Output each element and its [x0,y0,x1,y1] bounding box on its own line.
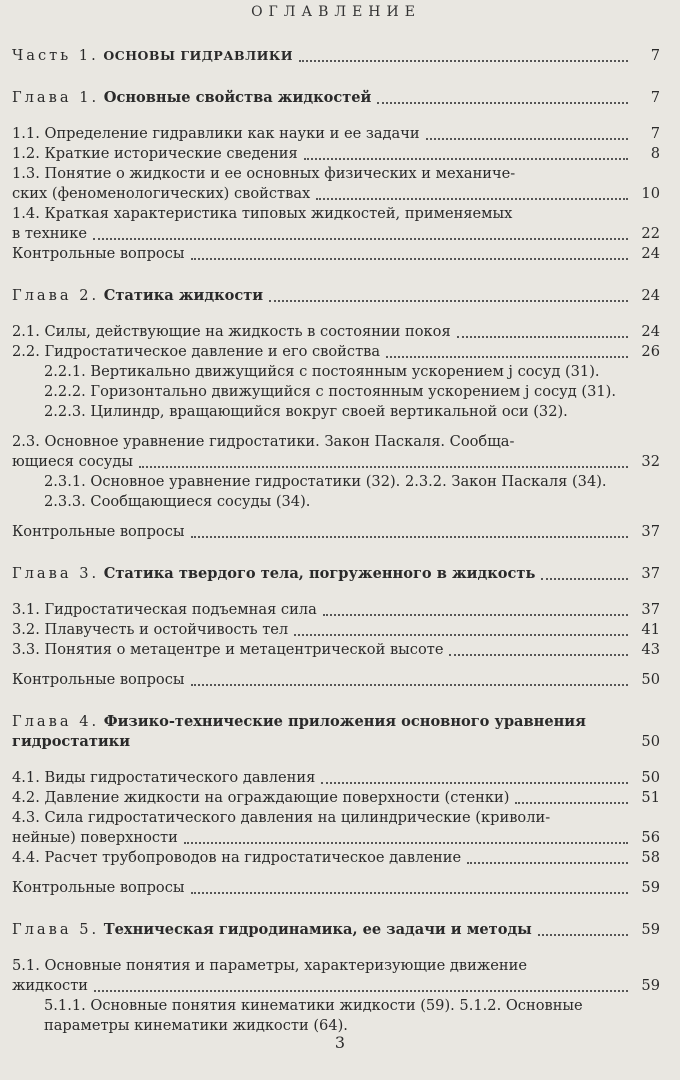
page-ref: 59 [641,879,660,896]
leader-dots [386,355,628,358]
leader-dots [515,801,628,804]
chapter-title-cont: гидростатики [12,733,131,750]
leader-dots [323,613,628,616]
toc-section-4-4[interactable]: 4.4. Расчет трубопроводов на гидростатическое давление 58 [12,849,660,866]
leader-dots [377,101,628,104]
toc-heading: ОГЛАВЛЕНИЕ [251,4,421,20]
chapter-label: Глава 4. [12,713,100,730]
page-ref: 7 [650,47,660,64]
page-ref: 50 [641,733,660,750]
leader-dots [299,59,628,62]
toc-section-1-1[interactable]: 1.1. Определение гидравлики как науки и ее задачи 7 [12,125,660,142]
toc-section-1-3[interactable] [12,164,660,204]
chapter-label: Глава 3. [12,565,100,582]
leader-dots [457,335,628,338]
leader-dots [321,781,628,784]
leader-dots [467,861,628,864]
toc-questions-3[interactable]: Контрольные вопросы 50 [12,671,660,688]
toc-questions-4[interactable]: Контрольные вопросы 59 [12,879,660,896]
chapter-title: Техническая гидродинамика, ее задачи и методы [103,921,532,938]
leader-dots [538,933,628,936]
page-ref: 7 [650,125,660,142]
page-ref: 59 [641,921,660,938]
entry-line: жидкости [12,977,89,994]
page-ref: 37 [641,601,660,618]
toc-chapter-1[interactable] [12,88,660,108]
leader-dots [191,891,629,894]
leader-dots [541,577,628,580]
leader-dots [94,989,628,992]
page-ref: 37 [641,565,660,582]
toc-chapter-3[interactable] [12,564,660,584]
toc-section-2-1[interactable]: 2.1. Силы, действующие на жидкость в состоянии покоя 24 [12,323,660,340]
leader-dots [269,299,628,302]
page-ref: 51 [641,789,660,806]
page-ref: 26 [641,343,660,360]
toc-section-4-3[interactable] [12,808,660,848]
toc-chapter-2[interactable] [12,286,660,306]
leader-dots [294,633,628,636]
toc-questions-2[interactable]: Контрольные вопросы 37 [12,523,660,540]
leader-dots [191,257,629,260]
toc-section-3-3[interactable]: 3.3. Понятия о метацентре и метацентрической высоте 43 [12,641,660,658]
page-ref: 50 [641,769,660,786]
page-ref: 32 [641,453,660,470]
entry-line: ющиеся сосуды [12,453,133,470]
toc-section-2-2[interactable]: 2.2. Гидростатическое давление и его свойства 26 [12,343,660,360]
entry-line: в технике [12,225,88,242]
page-ref: 8 [650,145,660,162]
leader-dots [191,535,629,538]
entry-line: ских (феноменологических) свойствах [12,185,311,202]
page-ref: 59 [641,977,660,994]
page-ref: 50 [641,671,660,688]
toc-section-3-1[interactable]: 3.1. Гидростатическая подъемная сила 37 [12,601,660,618]
leader-dots [184,841,628,844]
subsection-text: 5.1.1. Основные понятия кинематики жидкости (59). 5.1.2. Основные параметры кинематики жидкости (64). [44,997,583,1034]
entry-line: нейные) поверхности [12,829,178,846]
entry-line: 5.1. Основные понятия и параметры, характеризующие движение [12,957,527,974]
leader-dots [304,157,628,160]
toc-subsections-5-1 [12,996,660,1036]
page-ref: 24 [641,323,660,340]
part-title: ОСНОВЫ ГИДРАВЛИКИ [103,48,294,63]
toc-section-4-2[interactable]: 4.2. Давление жидкости на ограждающие поверхности (стенки) 51 [12,789,660,806]
toc-part-1[interactable] [12,46,660,66]
toc-section-2-3[interactable] [12,432,660,472]
page-number: 3 [334,1033,346,1052]
page-ref: 24 [641,245,660,262]
toc-section-1-4[interactable] [12,204,660,244]
chapter-title: Статика жидкости [103,287,264,304]
entry-line: 1.4. Краткая характеристика типовых жидкостей, применяемых [12,205,513,222]
toc-subsections-2-2 [12,362,660,422]
toc-questions-1[interactable]: Контрольные вопросы 24 [12,245,660,262]
leader-dots [426,137,628,140]
toc-chapter-5[interactable] [12,920,660,940]
page-ref: 41 [641,621,660,638]
chapter-title: Физико-технические приложения основного уравнения [103,713,586,730]
toc-section-5-1[interactable] [12,956,660,996]
page-ref: 56 [641,829,660,846]
chapter-label: Глава 5. [12,921,100,938]
page-ref: 7 [650,89,660,106]
toc-chapter-4[interactable] [12,712,660,752]
subsection-text: 2.2.1. Вертикально движущийся с постоянным ускорением j сосуд (31). 2.2.2. Горизонтально движущийся с постоянным ускорением j сосуд (31). 2.2.3. Цилиндр, вращающийся вокруг своей вертикальной оси (32). [44,363,616,420]
entry-line: 2.3. Основное уравнение гидростатики. Закон Паскаля. Сообща- [12,433,515,450]
entry-line: 1.3. Понятие о жидкости и ее основных физических и механиче- [12,165,516,182]
entry-line: 4.3. Сила гидростатического давления на цилиндрические (криволи- [12,809,551,826]
page-ref: 10 [641,185,660,202]
leader-dots [93,237,628,240]
leader-dots [191,683,629,686]
toc-subsections-2-3 [12,472,660,512]
leader-dots [449,653,628,656]
page-ref: 37 [641,523,660,540]
leader-dots [139,465,628,468]
page-ref: 58 [641,849,660,866]
leader-dots [316,197,628,200]
chapter-title: Основные свойства жидкостей [103,89,372,106]
page-ref: 24 [641,287,660,304]
subsection-text: 2.3.1. Основное уравнение гидростатики (32). 2.3.2. Закон Паскаля (34). 2.3.3. Сообщающиеся сосуды (34). [44,473,607,510]
toc-section-1-2[interactable]: 1.2. Краткие исторические сведения 8 [12,145,660,162]
toc-section-4-1[interactable]: 4.1. Виды гидростатического давления 50 [12,769,660,786]
page-ref: 22 [641,225,660,242]
chapter-label: Глава 1. [12,89,100,106]
toc-section-3-2[interactable]: 3.2. Плавучесть и остойчивость тел 41 [12,621,660,638]
chapter-label: Глава 2. [12,287,100,304]
part-label: Часть 1. [12,47,99,64]
chapter-title: Статика твердого тела, погруженного в жидкость [103,565,536,582]
page-ref: 43 [641,641,660,658]
